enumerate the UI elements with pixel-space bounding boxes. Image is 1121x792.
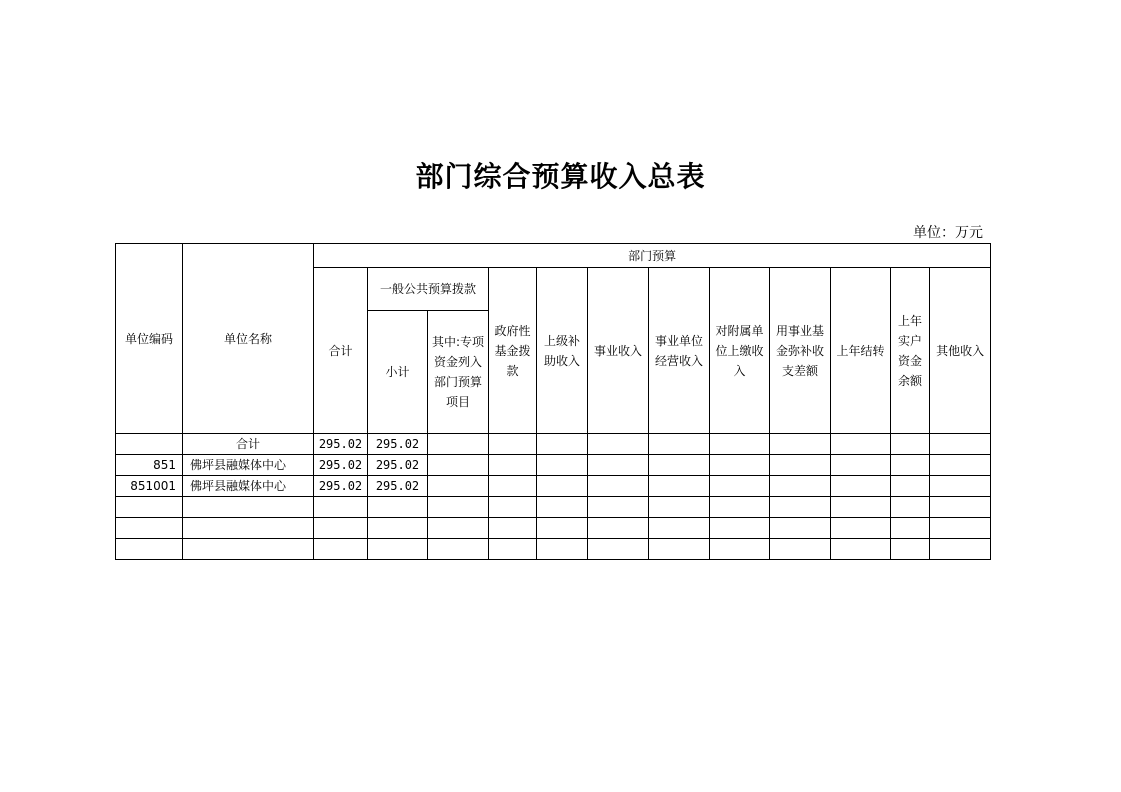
header-row-1 bbox=[116, 244, 991, 268]
cell-empty bbox=[831, 476, 891, 497]
cell-empty bbox=[770, 476, 831, 497]
cell-subtotal: 295.02 bbox=[368, 434, 428, 455]
table-row-empty bbox=[116, 497, 991, 518]
page-title: 部门综合预算收入总表 bbox=[415, 160, 706, 193]
cell-empty bbox=[428, 476, 489, 497]
cell-empty bbox=[537, 455, 588, 476]
cell-subtotal: 295.02 bbox=[368, 455, 428, 476]
header-special-funds: 其中:专项资金列入部门预算项目 bbox=[428, 311, 489, 434]
header-total: 合计 bbox=[314, 268, 368, 434]
header-general-public: 一般公共预算拨款 bbox=[368, 268, 489, 311]
cell-empty bbox=[930, 434, 991, 455]
cell-name: 合计 bbox=[183, 434, 314, 455]
header-prior-balance: 上年实户资金余额 bbox=[891, 268, 930, 434]
table-row-empty bbox=[116, 539, 991, 560]
cell-empty bbox=[770, 455, 831, 476]
cell-total: 295.02 bbox=[314, 434, 368, 455]
cell-empty bbox=[891, 476, 930, 497]
header-business-income: 事业收入 bbox=[588, 268, 649, 434]
header-affiliated-remit: 对附属单位上缴收入 bbox=[710, 268, 770, 434]
cell-empty bbox=[649, 434, 710, 455]
header-gov-fund: 政府性基金拨款 bbox=[489, 268, 537, 434]
header-subtotal: 小计 bbox=[368, 311, 428, 434]
header-other-income: 其他收入 bbox=[930, 268, 991, 434]
cell-total: 295.02 bbox=[314, 455, 368, 476]
cell-empty bbox=[489, 455, 537, 476]
header-superior-subsidy: 上级补助收入 bbox=[537, 268, 588, 434]
cell-empty bbox=[489, 476, 537, 497]
cell-empty bbox=[537, 476, 588, 497]
cell-empty bbox=[428, 455, 489, 476]
cell-total: 295.02 bbox=[314, 476, 368, 497]
cell-empty bbox=[891, 455, 930, 476]
cell-empty bbox=[930, 476, 991, 497]
cell-empty bbox=[891, 434, 930, 455]
header-fund-offset: 用事业基金弥补收支差额 bbox=[770, 268, 831, 434]
budget-table bbox=[115, 243, 991, 560]
cell-empty bbox=[930, 455, 991, 476]
cell-empty bbox=[710, 476, 770, 497]
cell-empty bbox=[710, 434, 770, 455]
header-unit-name: 单位名称 bbox=[183, 244, 314, 434]
header-carryover: 上年结转 bbox=[831, 268, 891, 434]
cell-name: 佛坪县融媒体中心 bbox=[183, 455, 314, 476]
table-row bbox=[116, 434, 991, 455]
cell-empty bbox=[588, 476, 649, 497]
cell-empty bbox=[649, 455, 710, 476]
cell-name: 佛坪县融媒体中心 bbox=[183, 476, 314, 497]
cell-empty bbox=[831, 434, 891, 455]
cell-code: 851 bbox=[116, 455, 183, 476]
table-row-empty bbox=[116, 518, 991, 539]
cell-empty bbox=[770, 434, 831, 455]
cell-subtotal: 295.02 bbox=[368, 476, 428, 497]
cell-empty bbox=[588, 455, 649, 476]
cell-empty bbox=[489, 434, 537, 455]
cell-code: 851001 bbox=[116, 476, 183, 497]
header-dept-budget: 部门预算 bbox=[314, 244, 991, 268]
cell-empty bbox=[428, 434, 489, 455]
table-row bbox=[116, 455, 991, 476]
cell-code bbox=[116, 434, 183, 455]
cell-empty bbox=[537, 434, 588, 455]
header-business-operation: 事业单位经营收入 bbox=[649, 268, 710, 434]
cell-empty bbox=[649, 476, 710, 497]
header-unit-code: 单位编码 bbox=[116, 244, 183, 434]
unit-label: 单位：万元 bbox=[913, 225, 983, 241]
table-row bbox=[116, 476, 991, 497]
cell-empty bbox=[588, 434, 649, 455]
cell-empty bbox=[831, 455, 891, 476]
cell-empty bbox=[710, 455, 770, 476]
